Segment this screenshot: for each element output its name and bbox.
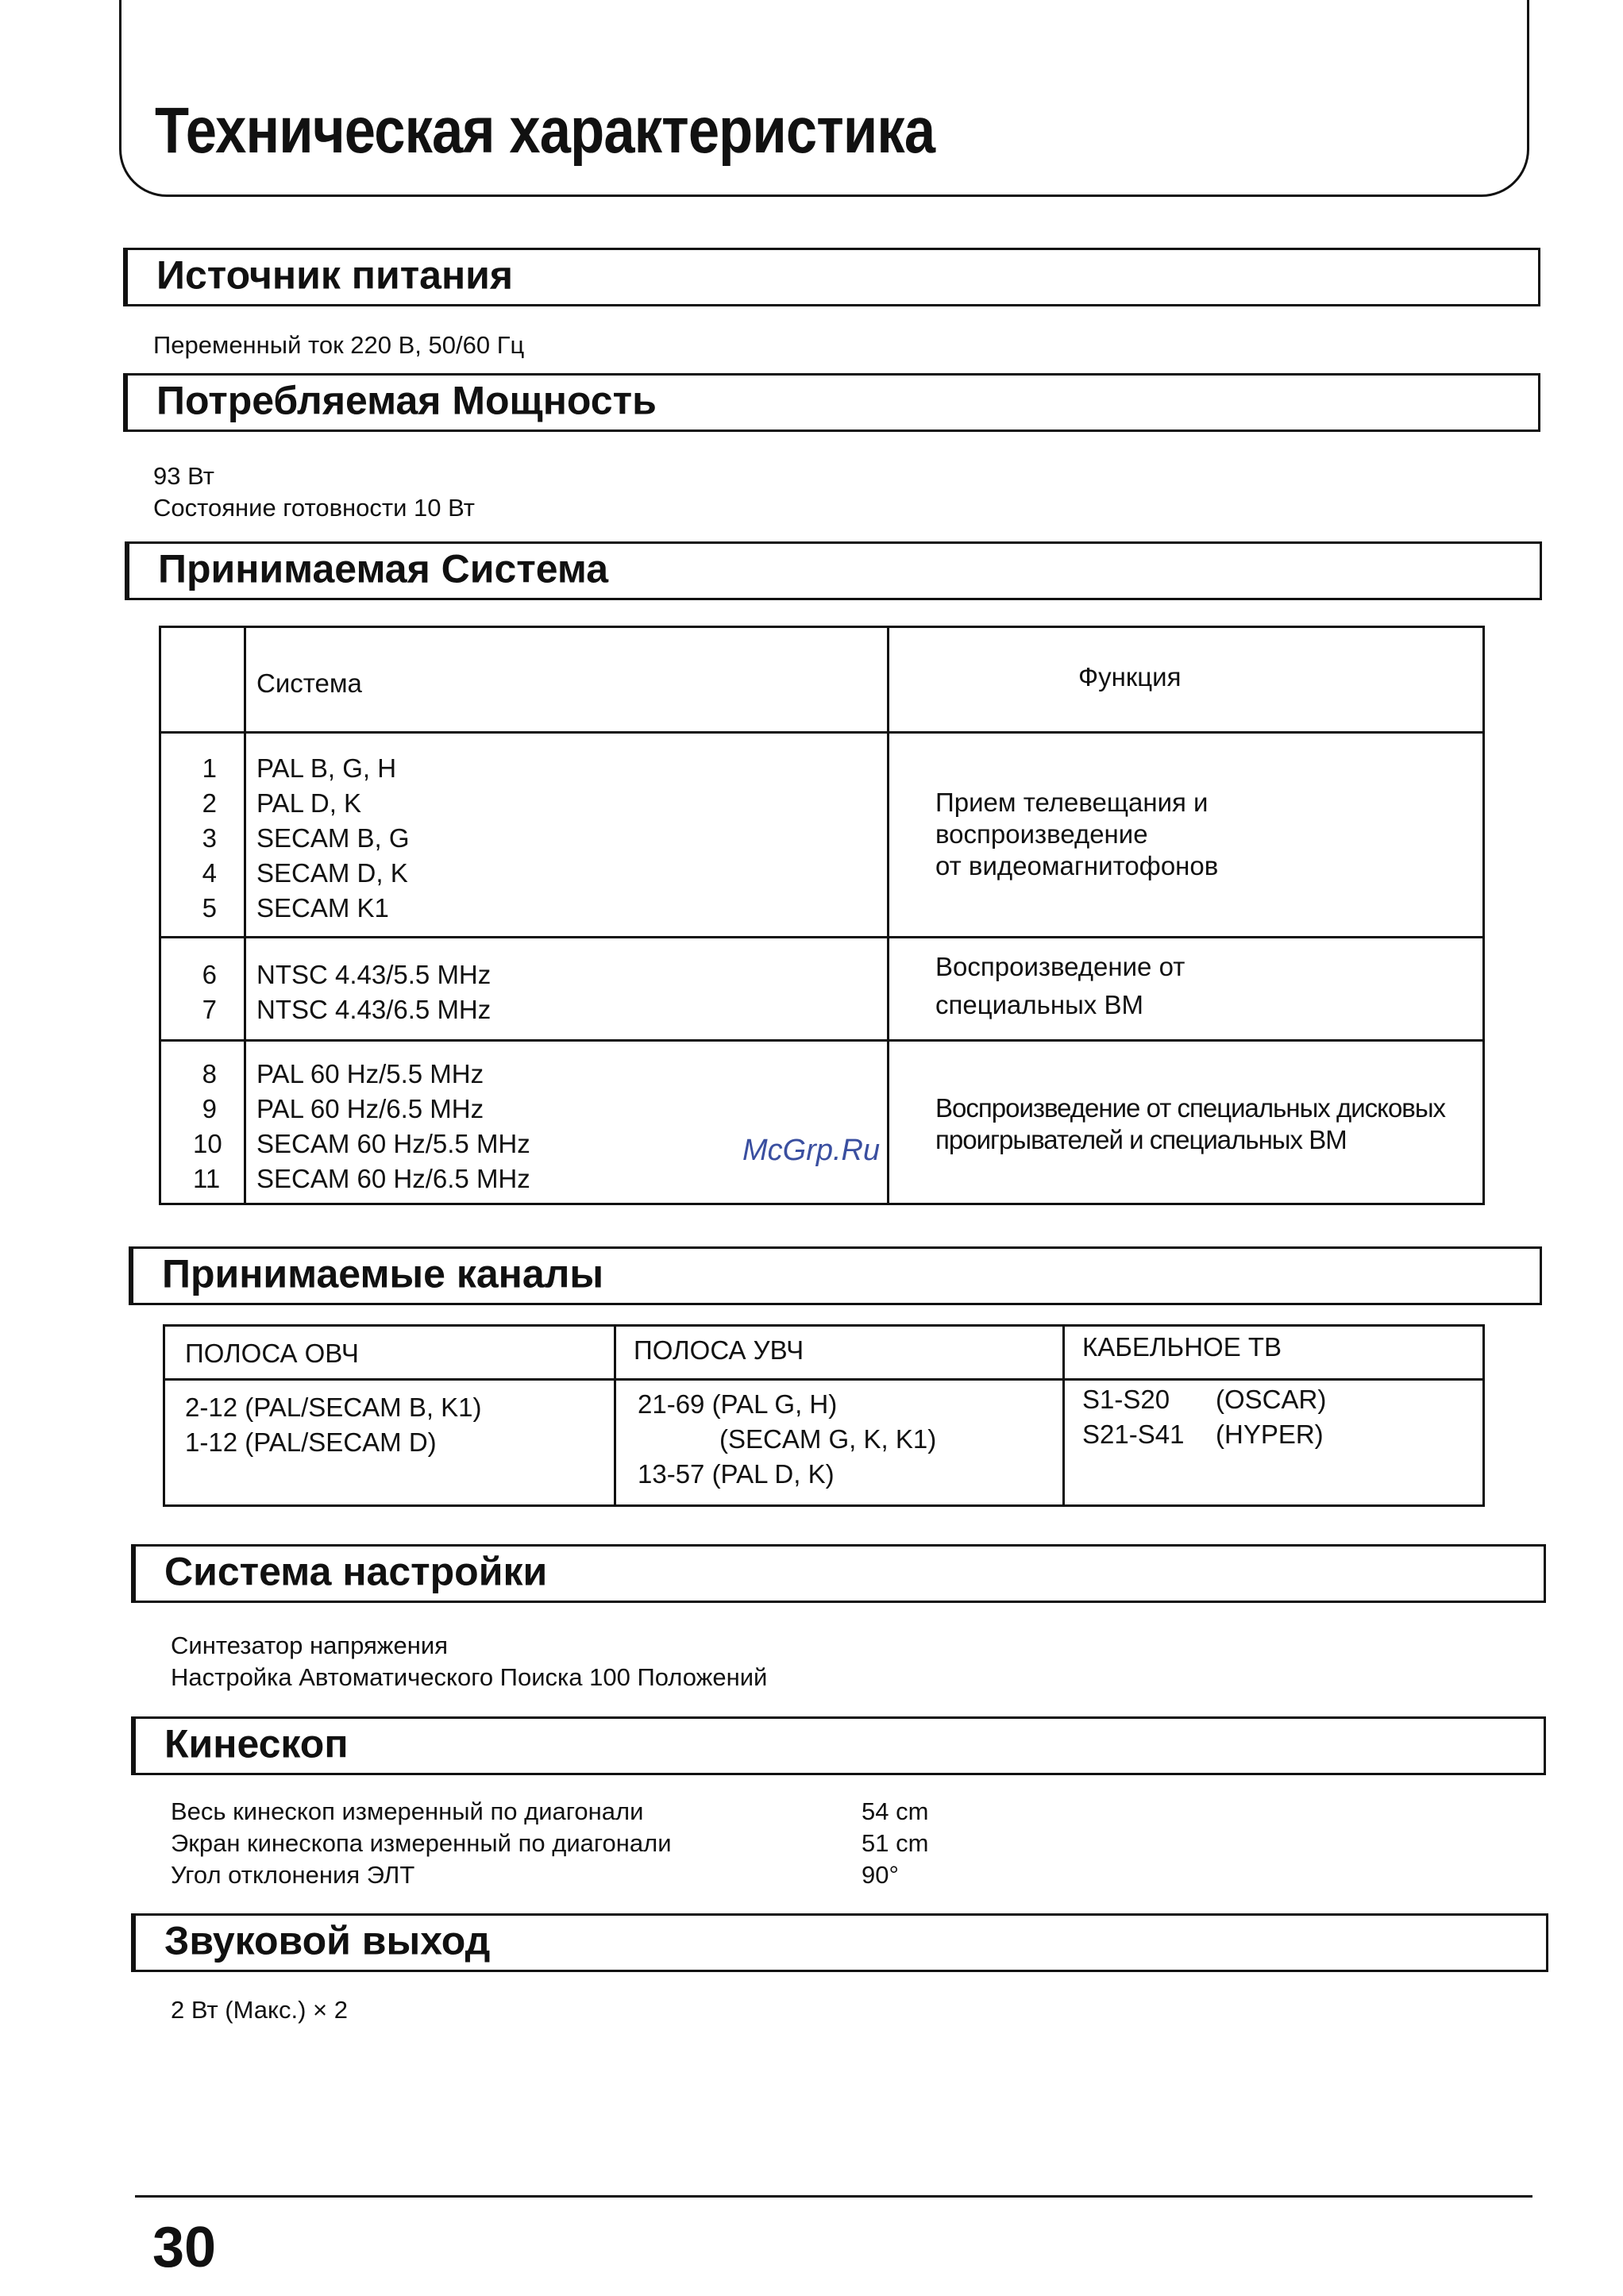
channels-table — [163, 1324, 1485, 1507]
section-title: Кинескоп — [164, 1721, 349, 1766]
column-header-system: Система — [256, 668, 362, 698]
cable-name: (HYPER) — [1216, 1420, 1324, 1449]
function-line: Прием телевещания и — [935, 788, 1209, 817]
section-header-power-consumption — [123, 373, 1540, 432]
cable-name: (OSCAR) — [1216, 1385, 1327, 1414]
tube-specs — [171, 1796, 928, 1891]
function-text — [935, 787, 1218, 882]
function-text — [935, 1092, 1445, 1156]
section-title: Система настройки — [164, 1549, 548, 1594]
vhf-channels — [185, 1390, 482, 1460]
row-number: 1 — [202, 753, 217, 783]
system-list — [256, 751, 410, 926]
spec-value: 90° — [862, 1861, 899, 1889]
section-title: Принимаемая Система — [158, 546, 609, 591]
spec-value: 51 cm — [862, 1829, 929, 1857]
column-header-function: Функция — [1078, 662, 1182, 691]
system-name: NTSC 4.43/5.5 MHz — [256, 960, 492, 989]
cable-row — [1082, 1382, 1326, 1417]
row-number: 4 — [202, 858, 217, 888]
text-line: 2 Вт (Макс.) × 2 — [171, 1996, 348, 2024]
channel-range: 13-57 (PAL D, K) — [638, 1459, 835, 1489]
system-name: PAL D, K — [256, 788, 362, 818]
row-number: 6 — [202, 960, 217, 989]
system-name: PAL 60 Hz/5.5 MHz — [256, 1059, 484, 1088]
page-number: 30 — [152, 2216, 217, 2279]
spec-value: 54 cm — [862, 1797, 929, 1825]
systems-table — [159, 626, 1485, 1205]
row-number: 10 — [193, 1129, 222, 1158]
system-name: SECAM K1 — [256, 893, 389, 923]
audio-text — [171, 1994, 348, 2026]
function-line: Воспроизведение от — [935, 952, 1185, 981]
section-title: Потребляемая Мощность — [156, 378, 657, 423]
system-name: SECAM 60 Hz/5.5 MHz — [256, 1129, 530, 1158]
section-header-power-source — [123, 248, 1540, 306]
system-name: SECAM 60 Hz/6.5 MHz — [256, 1164, 530, 1193]
channel-range: 21-69 (PAL G, H) — [638, 1389, 838, 1419]
page-title: Техническая характеристика — [155, 94, 935, 167]
table-divider — [161, 1039, 1482, 1042]
section-header-systems — [125, 541, 1542, 600]
table-divider — [161, 731, 1482, 734]
text-line: Переменный ток 220 В, 50/60 Гц — [153, 331, 525, 359]
spec-label: Угол отклонения ЭЛТ — [171, 1861, 415, 1889]
text-line: Состояние готовности 10 Вт — [153, 494, 475, 522]
function-text — [935, 948, 1185, 1024]
row-number: 11 — [193, 1164, 221, 1193]
row-number: 5 — [202, 893, 217, 923]
channel-range: 2-12 (PAL/SECAM B, K1) — [185, 1393, 482, 1422]
row-number: 8 — [202, 1059, 217, 1088]
cable-range: S21-S41 — [1082, 1420, 1185, 1449]
text-line: Настройка Автоматического Поиска 100 Положений — [171, 1663, 768, 1691]
spec-row — [171, 1796, 928, 1828]
row-number: 2 — [202, 788, 217, 818]
system-name: PAL 60 Hz/6.5 MHz — [256, 1094, 484, 1123]
table-divider — [244, 628, 246, 1203]
spec-label: Весь кинескоп измеренный по диагонали — [171, 1797, 644, 1825]
system-name: SECAM D, K — [256, 858, 408, 888]
channel-range: (SECAM G, K, K1) — [719, 1424, 937, 1454]
tuning-text — [171, 1630, 767, 1693]
system-name: NTSC 4.43/6.5 MHz — [256, 995, 492, 1024]
function-line: от видеомагнитофонов — [935, 851, 1219, 880]
spec-row — [171, 1859, 928, 1891]
function-line: проигрывателей и специальных ВМ — [935, 1125, 1347, 1154]
row-number: 3 — [202, 823, 217, 853]
spec-label: Экран кинескопа измеренный по диагонали — [171, 1829, 672, 1857]
function-line: специальных ВМ — [935, 990, 1143, 1019]
spec-row — [171, 1828, 928, 1859]
section-title: Звуковой выход — [164, 1918, 491, 1963]
row-numbers — [193, 957, 217, 1027]
watermark: McGrp.Ru — [742, 1134, 881, 1167]
function-line: Воспроизведение от специальных дисковых — [935, 1093, 1446, 1123]
system-list — [256, 1057, 530, 1196]
section-header-channels — [129, 1246, 1542, 1305]
channel-range: 1-12 (PAL/SECAM D) — [185, 1427, 437, 1457]
row-numbers — [193, 1057, 222, 1196]
column-header-vhf: ПОЛОСА ОВЧ — [185, 1339, 359, 1368]
cable-range: S1-S20 — [1082, 1385, 1170, 1414]
section-header-tube — [131, 1716, 1546, 1775]
text-line: 93 Вт — [153, 462, 214, 490]
section-header-tuning — [131, 1544, 1546, 1603]
system-name: SECAM B, G — [256, 823, 410, 853]
row-number: 7 — [202, 995, 217, 1024]
cable-row — [1082, 1417, 1326, 1452]
table-divider — [161, 936, 1482, 938]
function-line: воспроизведение — [935, 819, 1148, 849]
system-list — [256, 957, 491, 1027]
column-header-uhf: ПОЛОСА УВЧ — [634, 1335, 804, 1365]
table-divider — [1062, 1327, 1065, 1504]
footer-rule — [135, 2195, 1532, 2198]
column-header-cable: КАБЕЛЬНОЕ ТВ — [1082, 1332, 1282, 1362]
row-numbers — [193, 751, 217, 926]
uhf-channels — [638, 1387, 936, 1492]
table-divider — [614, 1327, 616, 1504]
text-line: Синтезатор напряжения — [171, 1631, 448, 1659]
table-divider — [165, 1378, 1482, 1381]
table-divider — [887, 628, 889, 1203]
section-title: Принимаемые каналы — [162, 1251, 604, 1296]
section-header-audio — [131, 1913, 1548, 1972]
cable-channels — [1082, 1382, 1326, 1452]
row-number: 9 — [202, 1094, 217, 1123]
power-source-text — [153, 329, 524, 361]
system-name: PAL B, G, H — [256, 753, 397, 783]
power-consumption-text — [153, 460, 475, 524]
section-title: Источник питания — [156, 252, 514, 298]
